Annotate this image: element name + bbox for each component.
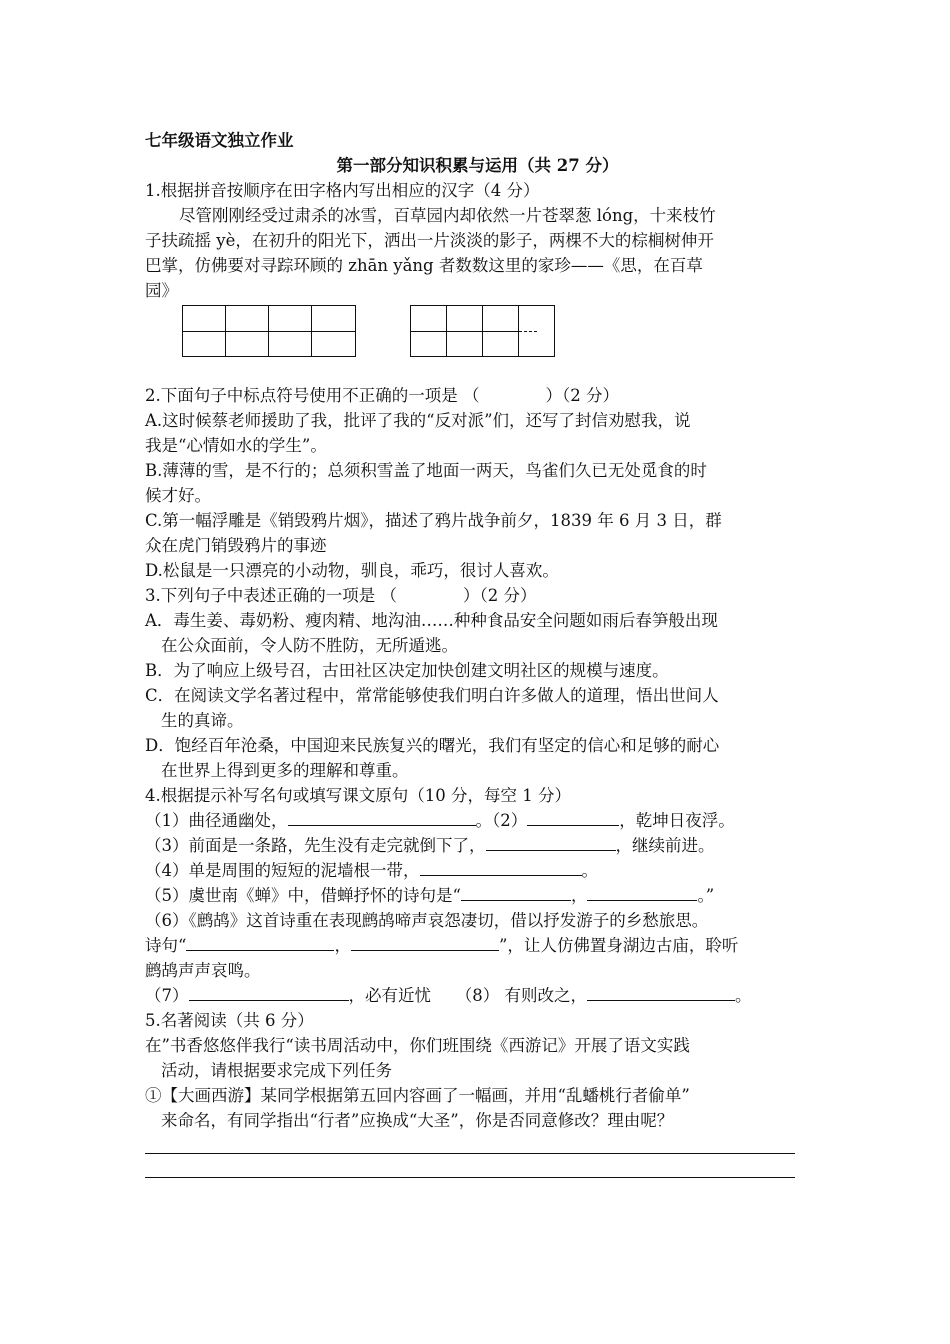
- q3-option-c-cont: 生的真谛。: [161, 711, 244, 730]
- fill-blank[interactable]: [461, 883, 571, 901]
- answer-lines: [145, 1133, 810, 1183]
- fill-blank[interactable]: [486, 833, 616, 851]
- fill-blank[interactable]: [186, 933, 334, 951]
- q4-item-7-8: （7） ，必有近忧 （8） 有则改之， 。: [145, 983, 810, 1008]
- fill-blank[interactable]: [351, 933, 499, 951]
- q1-stem: 1.根据拼音按顺序在田字格内写出相应的汉字（4 分）: [145, 181, 540, 200]
- document-title: 七年级语文独立作业: [145, 131, 294, 150]
- tianzige-group-1: [182, 305, 356, 357]
- q5-intro-cont: 活动，请根据要求完成下列任务: [161, 1061, 392, 1080]
- q2-option-a: A.这时候蔡老师援助了我，批评了我的“反对派”们，还写了封信劝慰我，说: [145, 411, 691, 430]
- q3-option-c: C．在阅读文学名著过程中，常常能够使我们明白许多做人的道理，悟出世间人: [145, 686, 719, 705]
- q3-stem: 3.下列句子中表述正确的一项是 （ ）（2 分）: [145, 586, 537, 605]
- q3-option-b: B．为了响应上级号召，古田社区决定加快创建文明社区的规模与速度。: [145, 661, 669, 680]
- fill-blank[interactable]: [587, 883, 697, 901]
- document-page: [145, 128, 810, 1183]
- q3-option-a: A．毒生姜、毒奶粉、瘦肉精、地沟油……种种食品安全问题如雨后春笋般出现: [145, 611, 718, 630]
- q3-option-a-cont: 在公众面前，令人防不胜防，无所遁逃。: [161, 636, 458, 655]
- q1-passage-line: 园》: [145, 281, 178, 300]
- tianzige-cell[interactable]: [269, 305, 312, 357]
- fill-blank[interactable]: [189, 983, 349, 1001]
- q5-task-1-cont: 来命名，有同学指出“行者”应换成“大圣”，你是否同意修改？理由呢？: [161, 1111, 674, 1130]
- part-title: 第一部分知识积累与运用（共 27 分）: [336, 156, 619, 175]
- answer-line[interactable]: [145, 1177, 795, 1178]
- cell-dashed-divider: [519, 331, 537, 332]
- q1-passage-line: 尽管刚刚经受过肃杀的冰雪，百草园内却依然一片苍翠葱 lóng，十来枝竹: [179, 206, 716, 225]
- fill-blank[interactable]: [527, 808, 619, 826]
- q4-item-6-cont: 诗句“ ， ”，让人仿佛置身湖边古庙，聆听: [145, 933, 810, 958]
- q4-item-4: （4）单是周围的短短的泥墙根一带， 。: [145, 858, 810, 883]
- q1-passage-line: 巴掌，仿佛要对寻踪环顾的 zhān yǎng 者数数这里的家珍——《思，在百草: [145, 256, 703, 275]
- tianzige-cell[interactable]: [447, 305, 483, 357]
- tianzige-cell[interactable]: [483, 305, 519, 357]
- answer-line[interactable]: [145, 1153, 795, 1154]
- q1-passage-line: 子扶疏摇 yè，在初升的阳光下，洒出一片淡淡的影子，两棵不大的棕榈树伸开: [145, 231, 714, 250]
- q2-option-b: B.薄薄的雪，是不行的；总须积雪盖了地面一两天，鸟雀们久已无处觅食的时: [145, 461, 707, 480]
- q4-stem: 4.根据提示补写名句或填写课文原句（10 分，每空 1 分）: [145, 786, 571, 805]
- q2-option-d: D.松鼠是一只漂亮的小动物，驯良，乖巧，很讨人喜欢。: [145, 561, 559, 580]
- q4-item-6: （6）《鹧鸪》这首诗重在表现鹧鸪啼声哀怨凄切，借以抒发游子的乡愁旅思。: [145, 911, 709, 930]
- q5-intro: 在”书香悠悠伴我行“读书周活动中，你们班围绕《西游记》开展了语文实践: [145, 1036, 690, 1055]
- q2-option-c-cont: 众在虎门销毁鸦片的事迹: [145, 536, 327, 555]
- q5-stem: 5.名著阅读（共 6 分）: [145, 1011, 314, 1030]
- tianzige-group-2: [410, 305, 555, 357]
- fill-blank[interactable]: [288, 808, 476, 826]
- tianzige-cell[interactable]: [226, 305, 269, 357]
- q4-item-3: （3）前面是一条路，先生没有走完就倒下了， ，继续前进。: [145, 833, 810, 858]
- q2-option-b-cont: 候才好。: [145, 486, 211, 505]
- q4-item-1-2: （1）曲径通幽处， 。（2） ，乾坤日夜浮。: [145, 808, 810, 833]
- q2-stem: 2.下面句子中标点符号使用不正确的一项是 （ ）（2 分）: [145, 386, 619, 405]
- q4-item-5: （5）虞世南《蝉》中，借蝉抒怀的诗句是“ ， 。”: [145, 883, 810, 908]
- q3-option-d: D．饱经百年沧桑，中国迎来民族复兴的曙光，我们有坚定的信心和足够的耐心: [145, 736, 720, 755]
- tianzige-cell[interactable]: [312, 305, 356, 357]
- tianzige-cell[interactable]: [519, 305, 555, 357]
- q5-task-1: ①【大画西游】某同学根据第五回内容画了一幅画，并用“乱蟠桃行者偷单”: [145, 1086, 690, 1105]
- q4-item-6-end: 鹧鸪声声哀鸣。: [145, 961, 261, 980]
- q2-option-c: C.第一幅浮雕是《销毁鸦片烟》，描述了鸦片战争前夕，1839 年 6 月 3 日，群: [145, 511, 722, 530]
- tianzige-cell[interactable]: [182, 305, 226, 357]
- q2-option-a-cont: 我是“心情如水的学生”。: [145, 436, 327, 455]
- tianzige-answer-area: [145, 303, 810, 383]
- tianzige-cell[interactable]: [410, 305, 447, 357]
- q3-option-d-cont: 在世界上得到更多的理解和尊重。: [161, 761, 409, 780]
- fill-blank[interactable]: [420, 858, 582, 876]
- fill-blank[interactable]: [587, 983, 735, 1001]
